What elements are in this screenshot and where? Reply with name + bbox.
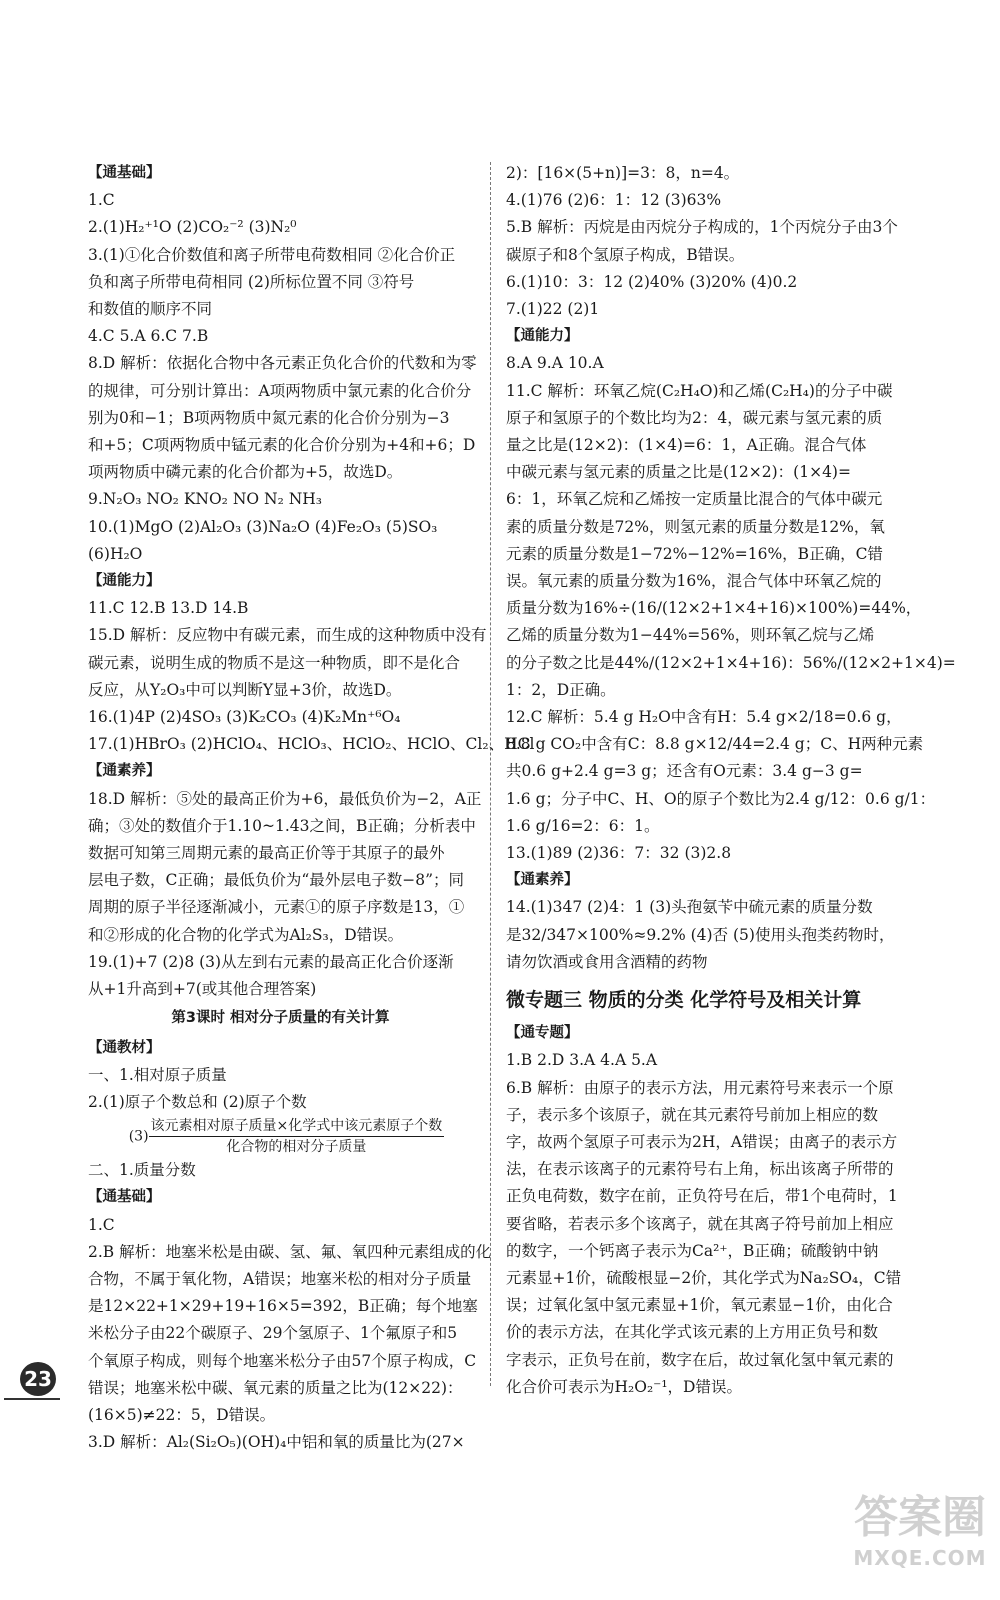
answer-line: 和数值的顺序不同 <box>88 300 213 319</box>
answer-line: 8.D 解析：依据化合物中各元素正负化合价的代数和为零 <box>88 354 477 373</box>
heading: 微专题三 物质的分类 化学符号及相关计算 <box>506 989 862 1012</box>
answer-line: 1.B 2.D 3.A 4.A 5.A <box>506 1051 658 1070</box>
answer-line: 1.6 g；分子中C、H、O的原子个数比为2.4 g/12：0.6 g/1： <box>506 789 936 808</box>
answer-line: 层电子数，C正确；最低负价为“最外层电子数−8”；同 <box>88 871 465 890</box>
answer-line: 是12×22+1×29+19+16×5=392，B正确；每个地塞 <box>88 1297 478 1316</box>
answer-line: 8.A 9.A 10.A <box>506 354 604 373</box>
answer-line: 1.6 g/16=2：6：1。 <box>506 816 660 835</box>
section-heading: 【通基础】 <box>88 1189 161 1206</box>
answer-line: 13.(1)89 (2)36：7：32 (3)2.8 <box>506 844 732 863</box>
answer-line: 共0.6 g+2.4 g=3 g；还含有O元素：3.4 g−3 g= <box>506 762 863 781</box>
answer-line: 4.(1)76 (2)6：1：12 (3)63% <box>506 191 722 210</box>
answer-line: 负和离子所带电荷相同 (2)所标位置不同 ③符号 <box>88 272 415 291</box>
column-divider <box>490 162 491 1386</box>
answer-line: 价的表示方法，在其化学式该元素的上方用正负号和数 <box>506 1323 879 1342</box>
answer-line: 8.8 g CO₂中含有C：8.8 g×12/44=2.4 g；C、H两种元素 <box>506 735 924 754</box>
answer-line: 4.C 5.A 6.C 7.B <box>88 327 209 346</box>
fraction-denominator: 化合物的相对分子质量 <box>226 1139 367 1156</box>
answer-line: 误；过氧化氢中氢元素显+1价，氧元素显−1价，由化合 <box>506 1296 893 1315</box>
answer-line: 1：2，D正确。 <box>506 680 616 699</box>
watermark-sub: MXQE.COM <box>853 1546 987 1570</box>
answer-line: 一、1.相对原子质量 <box>88 1065 227 1084</box>
answer-line: 和②形成的化合物的化学式为Al₂S₃，D错误。 <box>88 925 404 944</box>
answer-line: 5.B 解析：丙烷是由丙烷分子构成的，1个丙烷分子由3个 <box>506 218 898 237</box>
answer-line: 别为0和−1；B项两物质中氮元素的化合价分别为−3 <box>88 408 450 427</box>
answer-line: 6：1，环氧乙烷和乙烯按一定质量比混合的气体中碳元 <box>506 490 883 509</box>
answer-line: 14.(1)347 (2)4：1 (3)头孢氨苄中硫元素的质量分数 <box>506 898 873 917</box>
answer-line: 素的质量分数是72%，则氢元素的质量分数是12%，氧 <box>506 517 885 536</box>
answer-line: 2.(1)H₂⁺¹O (2)CO₂⁻² (3)N₂⁰ <box>88 218 297 237</box>
answer-line: (16×5)≠22：5，D错误。 <box>88 1405 276 1424</box>
answer-line: 3.D 解析：Al₂(Si₂O₅)(OH)₄中铝和氧的质量比为(27× <box>88 1433 465 1452</box>
answer-line: 错误；地塞米松中碳、氧元素的质量之比为(12×22)： <box>88 1378 463 1397</box>
answer-line: 7.(1)22 (2)1 <box>506 300 600 319</box>
watermark-main: 答案圈 <box>854 1492 986 1543</box>
answer-line: 数据可知第三周期元素的最高正价等于其原子的最外 <box>88 844 445 863</box>
answer-line: 6.B 解析：由原子的表示方法，用元素符号来表示一个原 <box>506 1078 894 1097</box>
answer-line: 10.(1)MgO (2)Al₂O₃ (3)Na₂O (4)Fe₂O₃ (5)SO₃ <box>88 517 438 536</box>
answer-line: 米松分子由22个碳原子、29个氢原子、1个氟原子和5 <box>88 1324 458 1343</box>
answer-line: 反应，从Y₂O₃中可以判断Y显+3价，故选D。 <box>88 680 402 699</box>
answer-line: 19.(1)+7 (2)8 (3)从左到右元素的最高正化合价逐渐 <box>88 952 454 971</box>
answer-line: 和+5；C项两物质中锰元素的化合价分别为+4和+6；D <box>88 436 476 455</box>
answer-line: 项两物质中磷元素的化合价都为+5，故选D。 <box>88 463 403 482</box>
answer-line: 子，表示多个该原子，就在其元素符号前加上相应的数 <box>506 1105 879 1124</box>
watermark-logo <box>850 1490 990 1590</box>
right-column <box>506 160 956 1401</box>
answer-line: 是32/347×100%≈9.2% (4)否 (5)使用头孢类药物时， <box>506 925 895 944</box>
answer-line: 从+1升高到+7(或其他合理答案) <box>88 980 317 999</box>
answer-line: 确；③处的数值介于1.10~1.43之间，B正确；分析表中 <box>88 816 476 835</box>
section-heading: 【通基础】 <box>88 165 161 181</box>
answer-line: 11.C 12.B 13.D 14.B <box>88 599 249 618</box>
answer-line: 9.N₂O₃ NO₂ KNO₂ NO N₂ NH₃ <box>88 490 323 509</box>
answer-line: 的分子数之比是44%/(12×2+1×4+16)：56%/(12×2+1×4)= <box>506 653 956 672</box>
answer-line: (6)H₂O <box>88 544 143 563</box>
answer-line: 原子和氢原子的个数比均为2：4，碳元素与氢元素的质 <box>506 408 883 427</box>
answer-line: 6.(1)10：3：12 (2)40% (3)20% (4)0.2 <box>506 272 798 291</box>
answer-line: 正负电荷数，数字在前，正负符号在后，带1个电荷时，1 <box>506 1187 898 1206</box>
answer-line: 碳元素，说明生成的物质不是这一种物质，即不是化合 <box>88 653 461 672</box>
answer-line: 11.C 解析：环氧乙烷(C₂H₄O)和乙烯(C₂H₄)的分子中碳 <box>506 381 893 400</box>
answer-line: 字表示，正负号在前，数字在后，故过氧化氢中氧元素的 <box>506 1350 894 1369</box>
answer-line: 碳原子和8个氢原子构成，B错误。 <box>506 245 745 264</box>
answer-line: 2)：[16×(5+n)]=3：8，n=4。 <box>506 164 740 182</box>
answer-line: 中碳元素与氢元素的质量之比是(12×2)：(1×4)= <box>506 463 851 482</box>
answer-line: 元素的质量分数是1−72%−12%=16%，B正确，C错 <box>506 544 883 563</box>
fraction-numerator: 该元素相对原子质量×化学式中该元素原子个数 <box>149 1116 445 1137</box>
answer-line: 法，在表示该离子的元素符号右上角，标出该离子所带的 <box>506 1160 894 1179</box>
answer-line: 量之比是(12×2)：(1×4)=6：1，A正确。混合气体 <box>506 436 867 455</box>
answer-line: 1.C <box>88 191 115 210</box>
answer-line: 的规律，可分别计算出：A项两物质中氯元素的化合价分 <box>88 381 472 400</box>
answer-line: 17.(1)HBrO₃ (2)HClO₄、HClO₃、HClO₂、HClO、Cl₂、HCl <box>88 735 535 754</box>
fraction-line <box>88 1116 473 1157</box>
page-number <box>4 1358 60 1400</box>
section-heading: 【通能力】 <box>506 328 579 345</box>
answer-line: 2.B 解析：地塞米松是由碳、氢、氟、氧四种元素组成的化 <box>88 1242 492 1261</box>
answer-line: 周期的原子半径逐渐减小，元素①的原子序数是13，① <box>88 898 465 917</box>
answer-line: 请勿饮酒或食用含酒精的药物 <box>506 952 708 971</box>
answer-line: 要省略，若表示多个该离子，就在其离子符号前加上相应 <box>506 1214 894 1233</box>
answer-line: 1.C <box>88 1215 115 1234</box>
section-heading: 【通素养】 <box>506 872 579 889</box>
answer-line: 质量分数为16%÷(16/(12×2+1×4+16)×100%)=44%， <box>506 599 922 618</box>
section-heading: 【通专题】 <box>506 1025 579 1042</box>
section-heading: 【通教材】 <box>88 1039 161 1056</box>
answer-line: 12.C 解析：5.4 g H₂O中含有H：5.4 g×2/18=0.6 g， <box>506 708 902 727</box>
left-column <box>88 160 535 1456</box>
answer-line: 3.(1)①化合价数值和离子所带电荷数相同 ②化合价正 <box>88 245 456 264</box>
fraction-prefix: (3) <box>128 1128 149 1145</box>
answer-line: 的数字，一个钙离子表示为Ca²⁺，B正确；硫酸钠中钠 <box>506 1241 879 1260</box>
answer-line: 字，故两个氢原子可表示为2H，A错误；由离子的表示方 <box>506 1132 898 1151</box>
heading: 第3课时 相对分子质量的有关计算 <box>171 1010 390 1027</box>
answer-line: 合物，不属于氧化物，A错误；地塞米松的相对分子质量 <box>88 1269 472 1288</box>
answer-line: 个氧原子构成，则每个地塞米松分子由57个原子构成，C <box>88 1351 477 1370</box>
answer-line: 18.D 解析：⑤处的最高正价为+6，最低负价为−2，A正 <box>88 789 482 808</box>
answer-line: 化合价可表示为H₂O₂⁻¹，D错误。 <box>506 1377 742 1396</box>
page-number-label: 23 <box>20 1362 56 1396</box>
answer-line: 二、1.质量分数 <box>88 1161 196 1180</box>
answer-line: 乙烯的质量分数为1−44%=56%，则环氧乙烷与乙烯 <box>506 626 875 645</box>
section-heading: 【通素养】 <box>88 763 161 780</box>
section-heading: 【通能力】 <box>88 573 161 590</box>
answer-line: 15.D 解析：反应物中有碳元素，而生成的这种物质中没有 <box>88 626 487 645</box>
answer-line: 16.(1)4P (2)4SO₃ (3)K₂CO₃ (4)K₂Mn⁺⁶O₄ <box>88 708 401 727</box>
answer-line: 2.(1)原子个数总和 (2)原子个数 <box>88 1092 307 1111</box>
answer-line: 误。氧元素的质量分数为16%，混合气体中环氧乙烷的 <box>506 572 882 591</box>
answer-line: 元素显+1价，硫酸根显−2价，其化学式为Na₂SO₄，C错 <box>506 1268 902 1287</box>
